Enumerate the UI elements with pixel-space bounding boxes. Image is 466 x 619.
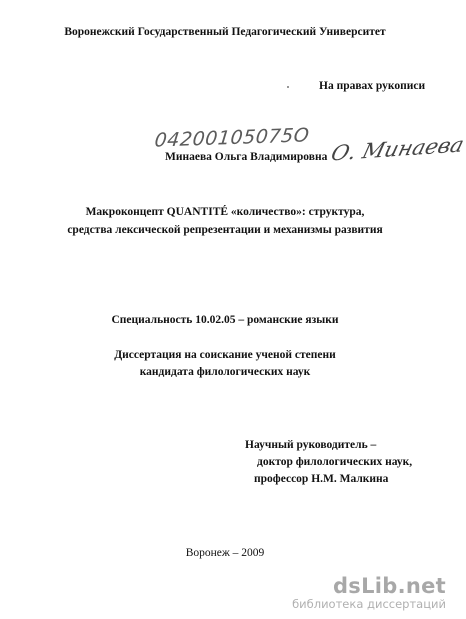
supervisor-block [245, 437, 412, 488]
specialty: Специальность 10.02.05 – романские языки [111, 314, 339, 326]
handwritten-document-number: 04200105075О [153, 124, 311, 152]
watermark-logo: dsLib.net [332, 574, 446, 598]
watermark-subtitle: библиотека диссертаций [292, 597, 446, 611]
supervisor-line-1: Научный руководитель – [245, 439, 377, 451]
author-name: Минаева Ольга Владимировна [165, 151, 328, 163]
degree-line-1: Диссертация на соискание ученой степени [114, 349, 336, 361]
university-name: Воронежский Государственный Педагогический Университет [64, 26, 386, 38]
manuscript-note: На правах рукописи [319, 80, 426, 92]
supervisor-line-3: профессор Н.М. Малкина [254, 473, 389, 485]
dissertation-title-line-1: Макроконцепт QUANTITÉ «количество»: структура, [85, 206, 365, 218]
dissertation-title-line-2: средства лексической репрезентации и механизмы развития [67, 224, 383, 236]
author-signature: О. Минаева [328, 132, 466, 166]
supervisor-line-2: доктор филологических наук, [257, 456, 413, 468]
degree-line-2: кандидата филологических наук [139, 366, 311, 378]
scan-dot [287, 86, 289, 88]
city-year: Воронеж – 2009 [185, 547, 265, 559]
dslib-watermark [268, 575, 446, 611]
